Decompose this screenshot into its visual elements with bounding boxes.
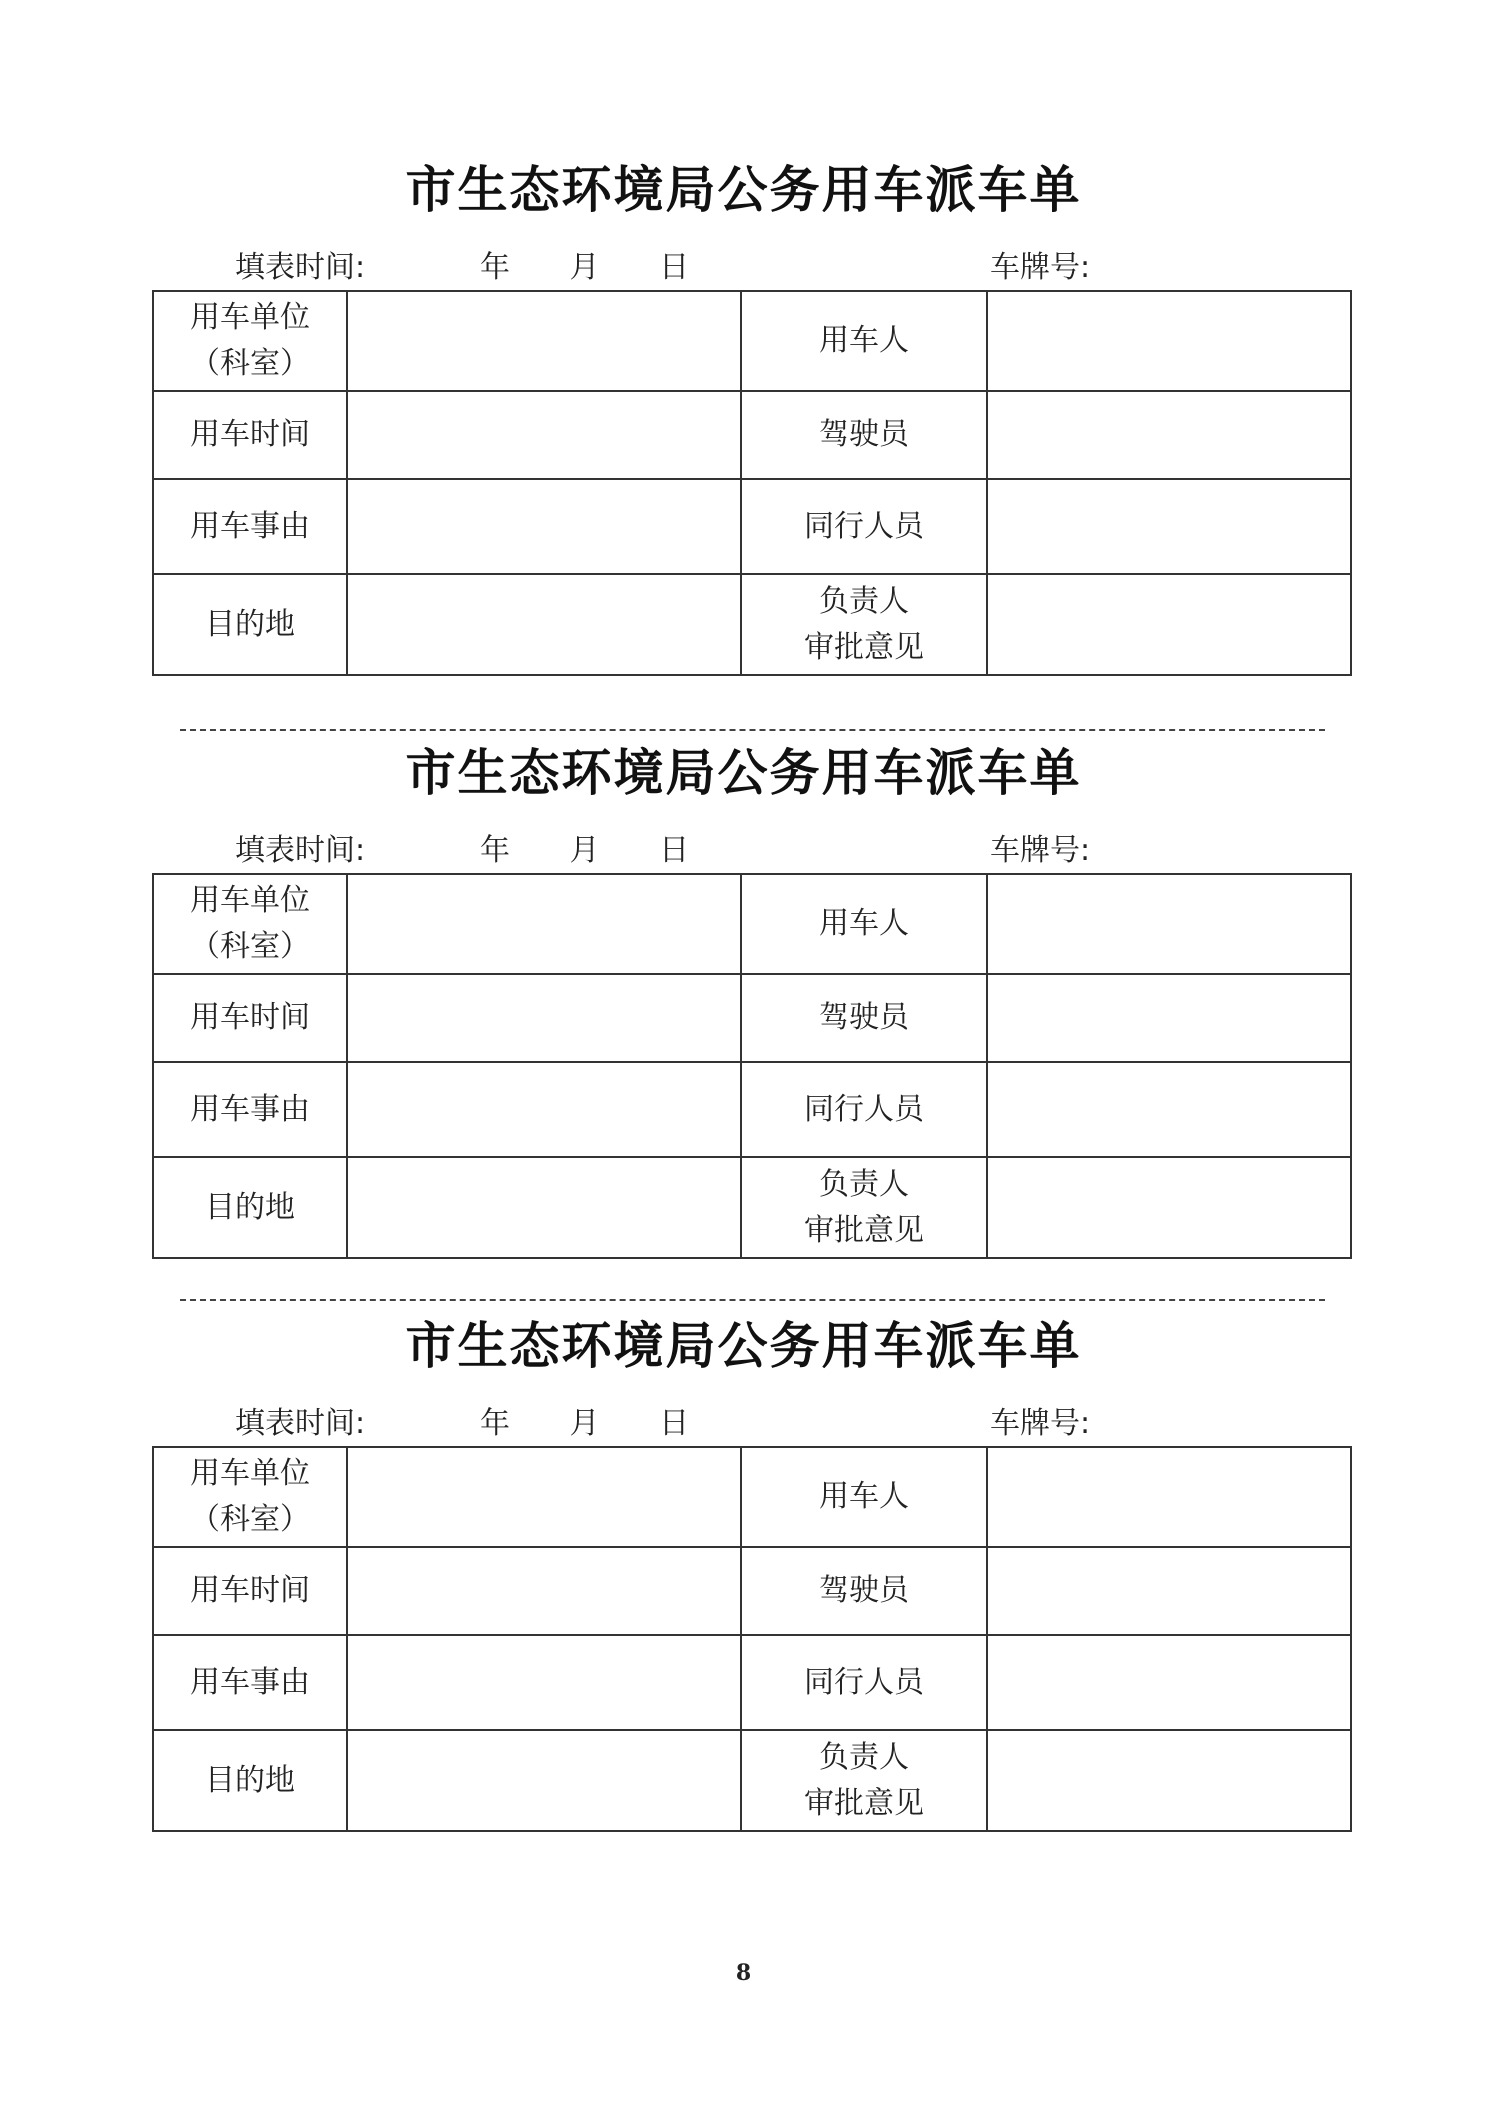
value-cell-approval[interactable] [987, 574, 1351, 675]
label-cell-companions [741, 479, 987, 574]
label-text: 用车人 [819, 906, 909, 941]
label-text: 用车单位 [190, 300, 310, 335]
label-cell-unit [153, 291, 347, 391]
label-cell-driver [741, 391, 987, 479]
label-cell-companions [741, 1635, 987, 1730]
table-row [153, 874, 1351, 974]
value-cell-approval[interactable] [987, 1730, 1351, 1831]
label-text: 用车时间 [190, 417, 310, 452]
value-cell-reason[interactable] [347, 1635, 741, 1730]
value-cell-time[interactable] [347, 391, 741, 479]
day-label: 日 [659, 1406, 690, 1441]
value-cell-driver[interactable] [987, 391, 1351, 479]
label-text: 负责人 [819, 583, 909, 619]
label-text: 驾驶员 [819, 417, 909, 452]
label-text: （科室） [190, 1502, 310, 1537]
table-row [153, 574, 1351, 675]
plate-number-label: 车牌号: [990, 250, 1091, 285]
label-text: 同行人员 [804, 508, 924, 544]
label-cell-approval [741, 574, 987, 675]
label-text: （科室） [190, 346, 310, 381]
value-cell-driver[interactable] [987, 974, 1351, 1062]
label-cell-time [153, 974, 347, 1062]
fill-time-label: 填表时间: [235, 833, 366, 868]
table-row [153, 479, 1351, 574]
label-text: 审批意见 [804, 1785, 924, 1821]
label-cell-reason [153, 479, 347, 574]
value-cell-approval[interactable] [987, 1157, 1351, 1258]
label-cell-destination [153, 1157, 347, 1258]
label-cell-approval [741, 1157, 987, 1258]
table-row [153, 1157, 1351, 1258]
label-text: 目的地 [205, 1762, 295, 1798]
value-cell-destination[interactable] [347, 574, 741, 675]
label-cell-user [741, 1447, 987, 1547]
label-text: 用车人 [819, 1479, 909, 1514]
dispatch-table [152, 290, 1352, 676]
label-text: 用车人 [819, 323, 909, 358]
day-label: 日 [659, 833, 690, 868]
value-cell-companions[interactable] [987, 1635, 1351, 1730]
page-number: 8 [735, 1960, 752, 1986]
label-text: 审批意见 [804, 629, 924, 665]
label-cell-driver [741, 974, 987, 1062]
label-cell-unit [153, 1447, 347, 1547]
label-cell-user [741, 291, 987, 391]
label-text: 目的地 [205, 1189, 295, 1225]
table-row [153, 1547, 1351, 1635]
value-cell-destination[interactable] [347, 1157, 741, 1258]
month-label: 月 [569, 1406, 600, 1441]
year-label: 年 [480, 1406, 510, 1441]
label-text: 同行人员 [804, 1091, 924, 1127]
label-text: 驾驶员 [819, 1000, 909, 1035]
label-cell-user [741, 874, 987, 974]
fill-date [480, 1406, 689, 1442]
label-cell-unit [153, 874, 347, 974]
label-text: 负责人 [819, 1739, 909, 1775]
dispatch-table [152, 1446, 1352, 1832]
label-text: 同行人员 [804, 1664, 924, 1700]
month-label: 月 [569, 833, 600, 868]
label-text: 目的地 [205, 606, 295, 642]
value-cell-unit[interactable] [347, 291, 741, 391]
table-row [153, 1730, 1351, 1831]
value-cell-user[interactable] [987, 874, 1351, 974]
label-cell-companions [741, 1062, 987, 1157]
cut-line [180, 729, 1325, 731]
fill-date [480, 250, 689, 286]
value-cell-reason[interactable] [347, 1062, 741, 1157]
value-cell-unit[interactable] [347, 1447, 741, 1547]
table-row [153, 1635, 1351, 1730]
table-row [153, 1062, 1351, 1157]
label-text: 用车单位 [190, 1456, 310, 1491]
label-cell-time [153, 391, 347, 479]
label-text: 驾驶员 [819, 1573, 909, 1608]
label-text: 用车单位 [190, 883, 310, 918]
value-cell-companions[interactable] [987, 1062, 1351, 1157]
table-row [153, 291, 1351, 391]
month-label: 月 [569, 250, 600, 285]
label-text: 用车事由 [190, 1091, 310, 1127]
value-cell-destination[interactable] [347, 1730, 741, 1831]
year-label: 年 [480, 833, 510, 868]
label-cell-driver [741, 1547, 987, 1635]
fill-time-label: 填表时间: [235, 250, 366, 285]
label-text: 用车事由 [190, 1664, 310, 1700]
value-cell-driver[interactable] [987, 1547, 1351, 1635]
value-cell-unit[interactable] [347, 874, 741, 974]
form-title: 市生态环境局公务用车派车单 [405, 160, 1082, 219]
fill-date [480, 833, 689, 869]
label-cell-destination [153, 574, 347, 675]
label-cell-reason [153, 1635, 347, 1730]
label-text: 用车事由 [190, 508, 310, 544]
label-text: 负责人 [819, 1166, 909, 1202]
label-text: 审批意见 [804, 1212, 924, 1248]
label-cell-reason [153, 1062, 347, 1157]
form-title: 市生态环境局公务用车派车单 [405, 743, 1082, 802]
cut-line [180, 1299, 1325, 1301]
table-row [153, 1447, 1351, 1547]
value-cell-time[interactable] [347, 974, 741, 1062]
value-cell-companions[interactable] [987, 479, 1351, 574]
dispatch-table [152, 873, 1352, 1259]
label-cell-approval [741, 1730, 987, 1831]
form-title: 市生态环境局公务用车派车单 [405, 1316, 1082, 1375]
plate-number-label: 车牌号: [990, 833, 1091, 868]
plate-number-label: 车牌号: [990, 1406, 1091, 1441]
day-label: 日 [659, 250, 690, 285]
table-row [153, 391, 1351, 479]
fill-time-label: 填表时间: [235, 1406, 366, 1441]
year-label: 年 [480, 250, 510, 285]
table-row [153, 974, 1351, 1062]
value-cell-user[interactable] [987, 291, 1351, 391]
label-text: 用车时间 [190, 1573, 310, 1608]
label-cell-destination [153, 1730, 347, 1831]
value-cell-reason[interactable] [347, 479, 741, 574]
label-cell-time [153, 1547, 347, 1635]
value-cell-user[interactable] [987, 1447, 1351, 1547]
label-text: （科室） [190, 929, 310, 964]
value-cell-time[interactable] [347, 1547, 741, 1635]
label-text: 用车时间 [190, 1000, 310, 1035]
